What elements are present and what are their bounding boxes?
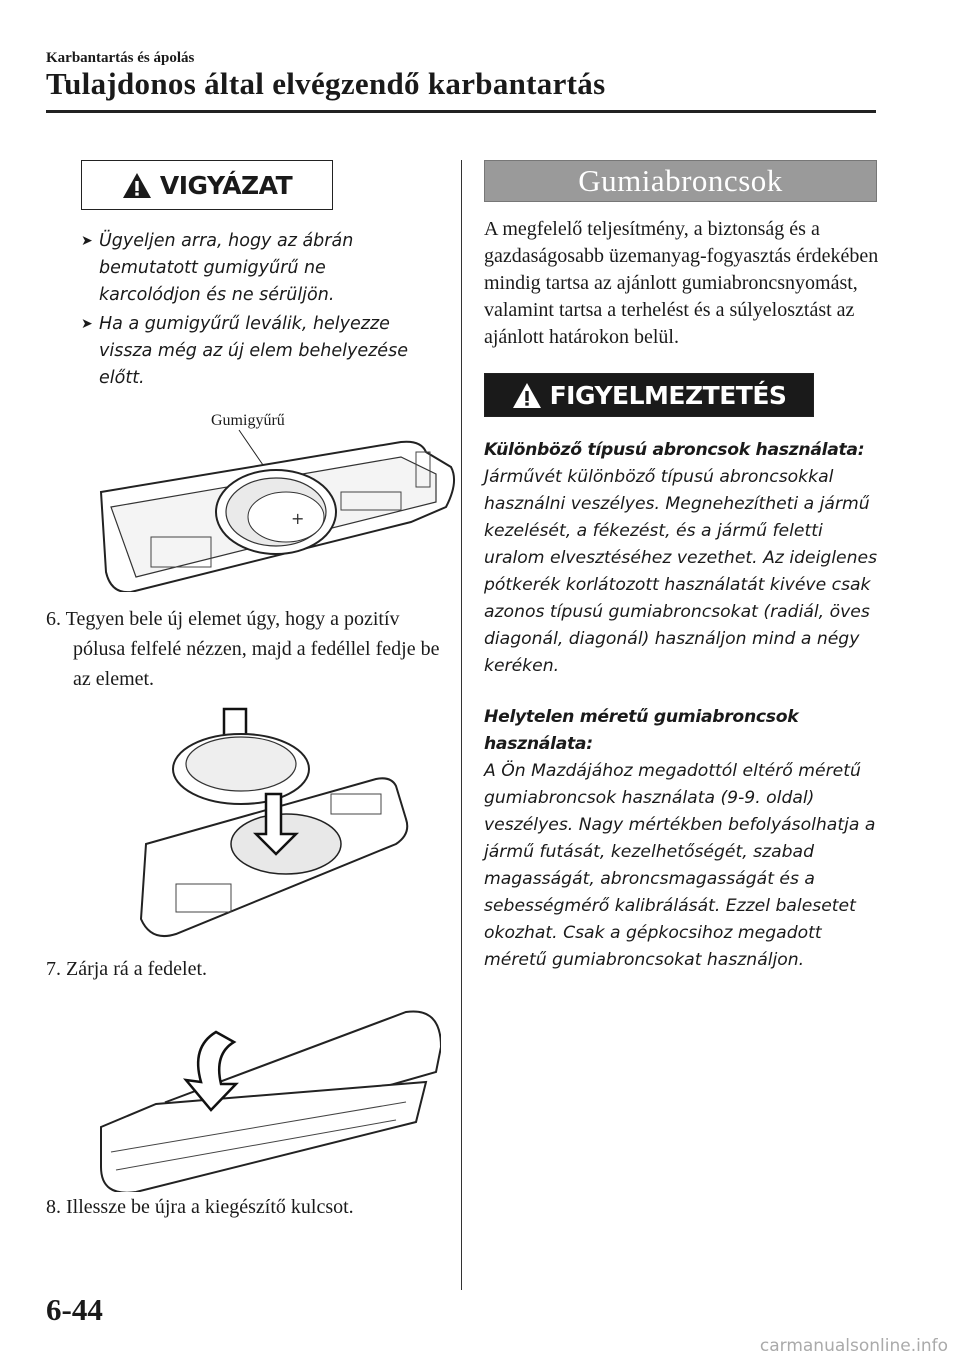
figure-close-cover: [96, 992, 441, 1192]
intro-paragraph: A megfelelő teljesítmény, a biztonság és a gazdaságosabb üzemanyag-fogyasztás érdekében mindig tartsa az ajánlott gumiabroncsnyomást, valamint tartsa a terhelést és a súlyelosztást az ajánlott határokon belül.: [484, 218, 879, 348]
caution-item: ➤ Ügyeljen arra, hogy az ábrán bemutatott gumigyűrű ne karcolódjon és ne sérüljön.: [81, 228, 426, 309]
page-number: 6-44: [46, 1292, 103, 1327]
close-cover-illustration: [96, 992, 441, 1192]
banner-title: Gumiabroncsok: [578, 163, 783, 198]
section-banner: [484, 160, 877, 202]
caution-label: VIGYÁZAT: [159, 170, 293, 200]
right-column: [484, 160, 879, 974]
figure-battery-insert: [116, 704, 426, 954]
warning-heading: Helytelen méretű gumiabroncsok használata:: [484, 707, 799, 754]
warning-paragraph-tire-types: [484, 437, 884, 680]
warning-paragraph-tire-size: [484, 704, 884, 974]
caution-list: [81, 228, 426, 392]
battery-insert-illustration: [116, 704, 426, 954]
warning-heading: Különböző típusú abroncsok használata:: [484, 440, 865, 460]
arrow-bullet-icon: ➤: [81, 316, 93, 332]
figure-rubber-ring: [91, 412, 471, 592]
section-label: Karbantartás és ápolás: [46, 50, 195, 66]
step-7: 7. Zárja rá a fedelet.: [46, 958, 208, 980]
steps-list-a: [46, 604, 446, 694]
warning-label: FIGYELMEZTETÉS: [549, 380, 787, 410]
warning-box: [484, 373, 814, 417]
steps-list-c: [46, 1192, 446, 1222]
caution-item: ➤ Ha a gumigyűrű leválik, helyezze vissza még az új elem behelyezése előtt.: [81, 311, 426, 392]
steps-list-b: [46, 954, 446, 984]
watermark: carmanualsonline.info: [759, 1336, 948, 1356]
step-8: 8. Illessze be újra a kiegészítő kulcsot.: [46, 1196, 354, 1218]
warning-triangle-icon: [512, 382, 542, 409]
left-column: [46, 160, 446, 1222]
step-6: 6. Tegyen bele új elemet úgy, hogy a pozitív pólusa felfelé nézzen, majd a fedéllel fedje be az elemet.: [46, 608, 440, 690]
page-title: Tulajdonos által elvégzendő karbantartás: [46, 66, 606, 101]
warning-body: A Ön Mazdájához megadottól eltérő méretű gumiabroncsok használata (9-9. oldal) veszélyes. Nagy mértékben befolyásolhatja a jármű futását, kezelhetőségét, szabad magasságát, abroncsmagasságát és a sebességmérő kalibrálását. Ezzel balesetet okozhat. Csak a gépkocsihoz megadott méretű gumiabroncsokat használjon.: [484, 761, 876, 970]
svg-text:+: +: [291, 509, 305, 528]
caution-box: [81, 160, 333, 210]
key-case-open-illustration: [91, 412, 471, 592]
column-divider: [461, 160, 462, 1290]
arrow-bullet-icon: ➤: [81, 233, 93, 249]
warning-triangle-icon: [122, 172, 152, 199]
warning-body: Járművét különböző típusú abroncsokkal használni veszélyes. Megnehezítheti a jármű kezelését, a fékezést, és a jármű feletti uralom elvesztéséhez vezethet. Az ideiglenes pótkerék korlátozott használatát kivéve csak azonos típusú gumiabroncsokat (radiál, öves diagonál, diagonál) használjon mind a négy keréken.: [484, 467, 878, 676]
figure-label: Gumigyűrű: [211, 412, 285, 429]
title-rule: [46, 110, 876, 113]
